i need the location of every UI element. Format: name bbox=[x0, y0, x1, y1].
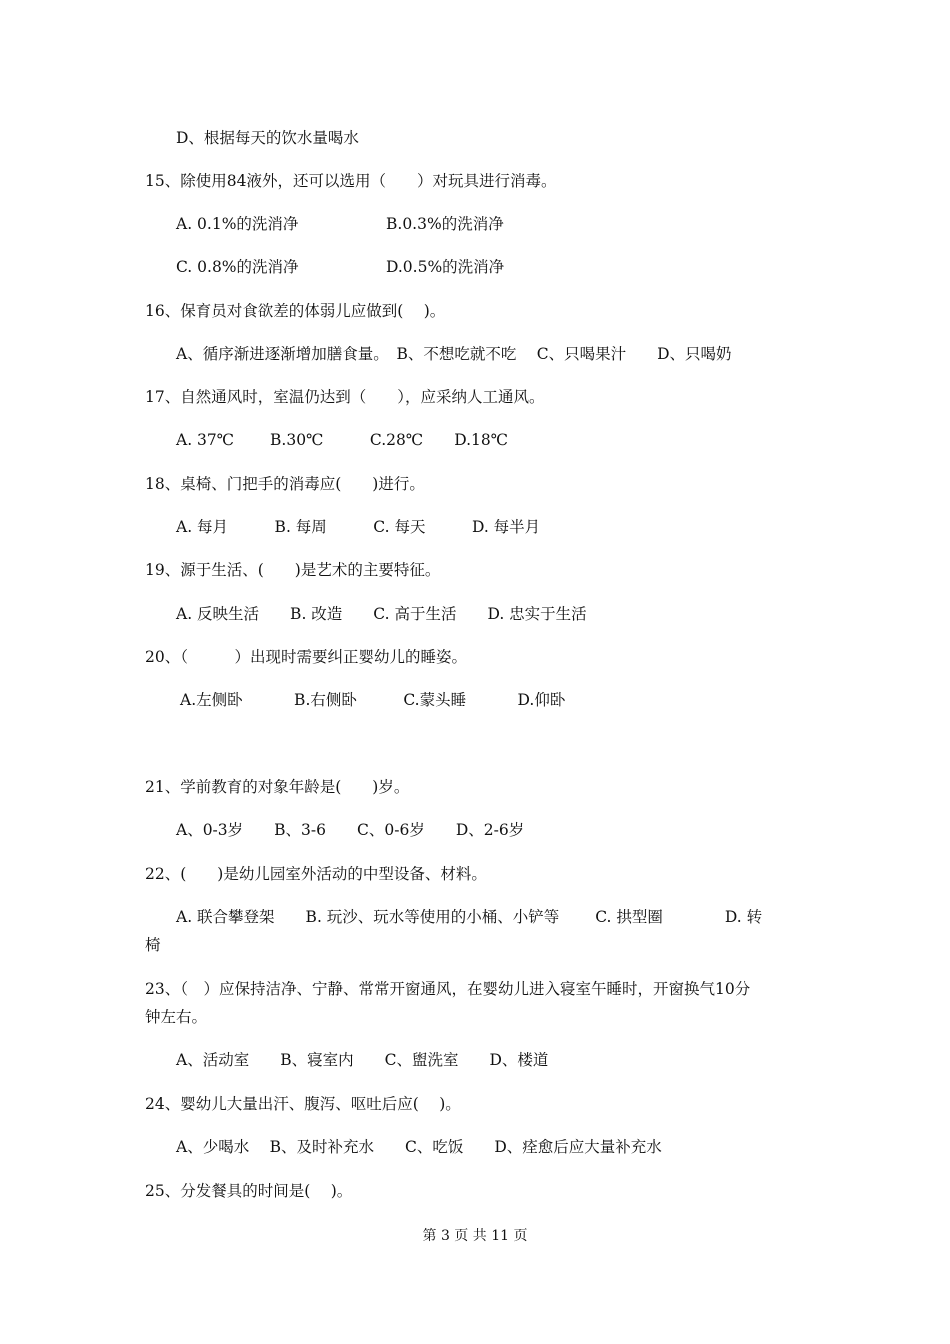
question-16: 16、保育员对食欲差的体弱儿应做到( )。 bbox=[145, 302, 446, 320]
question-21: 21、学前教育的对象年龄是( )岁。 bbox=[145, 778, 410, 796]
question-22-options: A. 联合攀登架 B. 玩沙、玩水等使用的小桶、小铲等 C. 拱型圈 D. 转 bbox=[176, 908, 763, 926]
question-19: 19、源于生活、( )是艺术的主要特征。 bbox=[145, 561, 441, 579]
question-22: 22、( )是幼儿园室外活动的中型设备、材料。 bbox=[145, 865, 487, 883]
question-17: 17、自然通风时，室温仍达到（ ），应采纳人工通风。 bbox=[145, 388, 545, 406]
question-20: 20、（ ）出现时需要纠正婴幼儿的睡姿。 bbox=[145, 648, 467, 666]
question-24: 24、婴幼儿大量出汗、腹泻、呕吐后应( )。 bbox=[145, 1095, 461, 1113]
question-23-options: A、活动室 B、寝室内 C、盥洗室 D、楼道 bbox=[176, 1051, 549, 1069]
question-22-options-cont: 椅 bbox=[145, 936, 161, 954]
question-24-options: A、少喝水 B、及时补充水 C、吃饭 D、痊愈后应大量补充水 bbox=[176, 1138, 662, 1156]
question-23: 23、（ ）应保持洁净、宁静、常常开窗通风，在婴幼儿进入寝室午睡时，开窗换气10分 bbox=[145, 980, 751, 998]
question-15-option-a: A. 0.1%的洗消净 bbox=[176, 215, 299, 233]
question-15-option-c: C. 0.8%的洗消净 bbox=[176, 258, 299, 276]
question-19-options: A. 反映生活 B. 改造 C. 高于生活 D. 忠实于生活 bbox=[176, 605, 587, 623]
question-18-options: A. 每月 B. 每周 C. 每天 D. 每半月 bbox=[176, 518, 541, 536]
question-23-cont: 钟左右。 bbox=[145, 1008, 208, 1026]
line-option-d-14: D、根据每天的饮水量喝水 bbox=[176, 129, 359, 147]
question-16-options: A、循序渐进逐渐增加膳食量。 B、不想吃就不吃 C、只喝果汁 D、只喝奶 bbox=[176, 345, 732, 363]
question-15: 15、除使用84液外，还可以选用（ ）对玩具进行消毒。 bbox=[145, 172, 557, 190]
question-15-option-b: B.0.3%的洗消净 bbox=[386, 215, 504, 233]
question-15-option-d: D.0.5%的洗消净 bbox=[386, 258, 505, 276]
question-25: 25、分发餐具的时间是( )。 bbox=[145, 1182, 353, 1200]
question-20-options: A.左侧卧 B.右侧卧 C.蒙头睡 D.仰卧 bbox=[180, 691, 566, 709]
question-18: 18、桌椅、门把手的消毒应( )进行。 bbox=[145, 475, 425, 493]
question-17-options: A. 37℃ B.30℃ C.28℃ D.18℃ bbox=[176, 431, 509, 449]
page-footer: 第 3 页 共 11 页 bbox=[422, 1228, 528, 1244]
question-21-options: A、0-3岁 B、3-6 C、0-6岁 D、2-6岁 bbox=[176, 821, 525, 839]
